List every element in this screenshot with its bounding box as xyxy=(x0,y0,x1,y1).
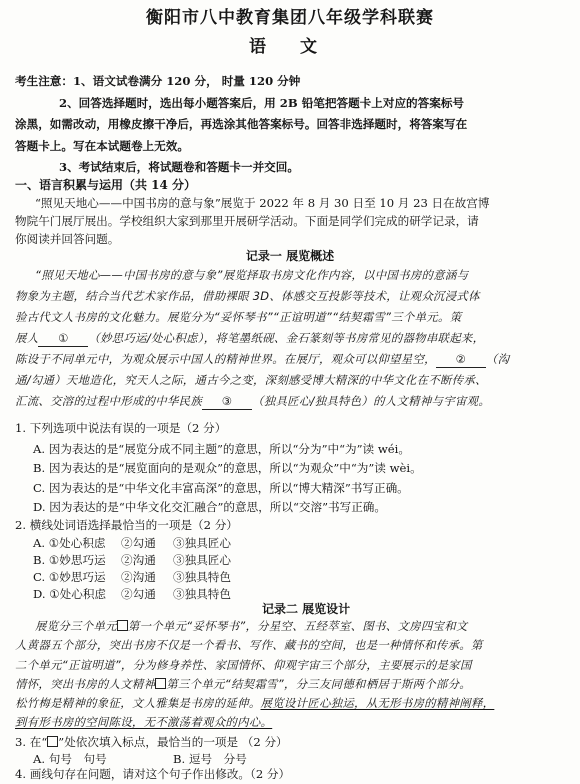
notice-label: 考生注意： xyxy=(15,74,73,88)
record-1-line-1: “照见天地心——中国书房的意与象”展览择取书房文化作内容，以中国书房的意涵与 xyxy=(35,268,469,282)
record-2-line-2: 人黄器五个部分，突出书房不仅是一个看书、写作、藏书的空间，也是一种情怀和传承。第 xyxy=(15,638,483,652)
question-2-option-d: D. ①处心积虑 ②勾通 ③独具特色 xyxy=(33,587,231,601)
exam-title: 衡阳市八中教育集团八年级学科联赛 xyxy=(146,8,434,28)
record-1-line-4-end: （妙思巧运/处心积虑），将笔墨纸砚、金石篆刻等书房常见的器物串联起来， xyxy=(88,331,485,345)
subject-title: 语 文 xyxy=(249,37,331,57)
intro-line-2: 物院午门展厅展出。学校组织大家到那里开展研学活动。下面是同学们完成的研学记录，请 xyxy=(15,214,479,228)
record-1-title: 记录一 展览概述 xyxy=(245,249,335,263)
question-3-stem: 3. 在“ ”处依次填入标点，最恰当的一项是 （2 分） xyxy=(15,735,288,749)
record-2-line-3: 二个单元“正谊明道”，分为修身养性、家国情怀、仰观宇宙三个部分，主要展示的是家国 xyxy=(15,658,472,672)
record-1-line-3: 验古代文人书房的文化魅力。展览分为“妥怀琴书”“正谊明道”“结契霜雪”三个单元。策 xyxy=(15,310,462,324)
question-1-stem: 1. 下列选项中说法有误的一项是（2 分） xyxy=(15,421,227,435)
notice-line-3: 涂黑，如需改动，用橡皮擦干净后，再选涂其他答案标号。回答非选择题时，将答案写在 xyxy=(15,117,468,131)
record-1-line-4 xyxy=(15,331,484,347)
question-4-stem: 4. 画线句存在问题，请对这个句子作出修改。（2 分） xyxy=(15,767,291,781)
record-1-line-7 xyxy=(15,394,490,410)
question-1-option-c: C. 因为表达的是“中华文化丰富高深”的意思，所以“博大精深”书写正确。 xyxy=(33,481,409,495)
blank-3: ③ xyxy=(202,394,252,410)
notice-line-4: 答题卡上。写在本试题卷上无效。 xyxy=(15,139,189,153)
record-1-line-2: 物象为主题，结合当代艺术家作品，借助裸眼 3D、体感交互投影等技术，让观众沉浸式体 xyxy=(15,289,480,303)
record-2-line-1: 展览分三个单元 第一个单元“妥怀琴书”，分星空、五经萃室、图书、文房四宝和文 xyxy=(35,619,468,633)
notice-line-2: 2、回答选择题时，选出每小题答案后，用 2B 铅笔把答题卡上对应的答案标号 xyxy=(59,96,465,110)
question-2-option-b: B. ①妙思巧运 ②沟通 ③独具匠心 xyxy=(33,553,231,567)
blank-box-icon xyxy=(47,736,58,747)
blank-1: ① xyxy=(38,331,88,347)
record-2-title: 记录二 展览设计 xyxy=(262,602,351,616)
section-heading: 一、语言积累与运用（共 14 分） xyxy=(15,178,197,192)
notice-line-1: 1、语文试卷满分 120 分， 时量 120 分钟 xyxy=(72,74,301,88)
record-2-line-4: 情怀，突出书房的人文精神 第三个单元“结契霜雪”，分三友同德和栖居于斯两个部分。 xyxy=(15,677,471,691)
record-1-line-6: 通/勾通）天地造化，究天人之际，通古今之变，深刻感受博大精深的中华文化在不断传承、 xyxy=(15,373,487,387)
record-1-line-7-start: 汇流、交溶的过程中形成的中华民族 xyxy=(15,394,203,408)
question-1-option-d: D. 因为表达的是“中华文化交汇融合”的意思，所以“交溶”书写正确。 xyxy=(33,500,386,514)
question-2-stem: 2. 横线处词语选择最恰当的一项是（2 分） xyxy=(15,518,238,532)
question-1-option-a: A. 因为表达的是“展览分成不同主题”的意思，所以“分为”中“为”读 wéi。 xyxy=(33,442,410,456)
record-1-line-5 xyxy=(15,352,509,368)
question-1-option-b: B. 因为表达的是“展览面向的是观众”的意思，所以“为观众”中“为”读 wèi。 xyxy=(33,461,422,475)
intro-line-1: “照见天地心——中国书房的意与象”展览于 2022 年 8 月 30 日至 10 月 23 日在故宫博 xyxy=(35,196,490,210)
notice-line-5: 3、考试结束后，将试题卷和答题卡一并交回。 xyxy=(59,160,299,174)
underlined-sentence-part-1: 展览设计匠心独运，从无形书房的精神阐释， xyxy=(260,696,495,710)
notice-block xyxy=(15,74,300,89)
record-1-line-7-end: （独具匠心/独具特色）的人文精神与宇宙观。 xyxy=(252,394,491,408)
punctuation-box-1 xyxy=(117,620,128,631)
question-3-option-b: B. 逗号 分号 xyxy=(173,752,247,766)
record-1-line-5-end: （沟 xyxy=(485,352,510,366)
record-1-line-4-start: 展人 xyxy=(15,331,39,345)
question-3-options-row-1 xyxy=(33,752,247,767)
blank-2: ② xyxy=(436,352,486,368)
record-2-line-5: 松竹梅是精神的象征，文人雅集是书房的延伸。展览设计匠心独运，从无形书房的精神阐释， xyxy=(15,696,495,710)
intro-line-3: 你阅读并回答问题。 xyxy=(15,232,120,246)
underlined-sentence-part-2: 到有形书房的空间陈设，无不激荡着观众的内心。 xyxy=(15,715,273,729)
punctuation-box-2 xyxy=(155,678,166,689)
question-2-option-a: A. ①处心积虑 ②勾通 ③独具匠心 xyxy=(33,536,231,550)
record-1-line-5-start: 陈设于不同单元中，为观众展示中国人的精神世界。在展厅，观众可以仰望星空， xyxy=(15,352,436,366)
question-2-option-c: C. ①妙思巧运 ②沟通 ③独具特色 xyxy=(33,570,231,584)
question-3-option-a: A. 句号 句号 xyxy=(33,752,107,766)
